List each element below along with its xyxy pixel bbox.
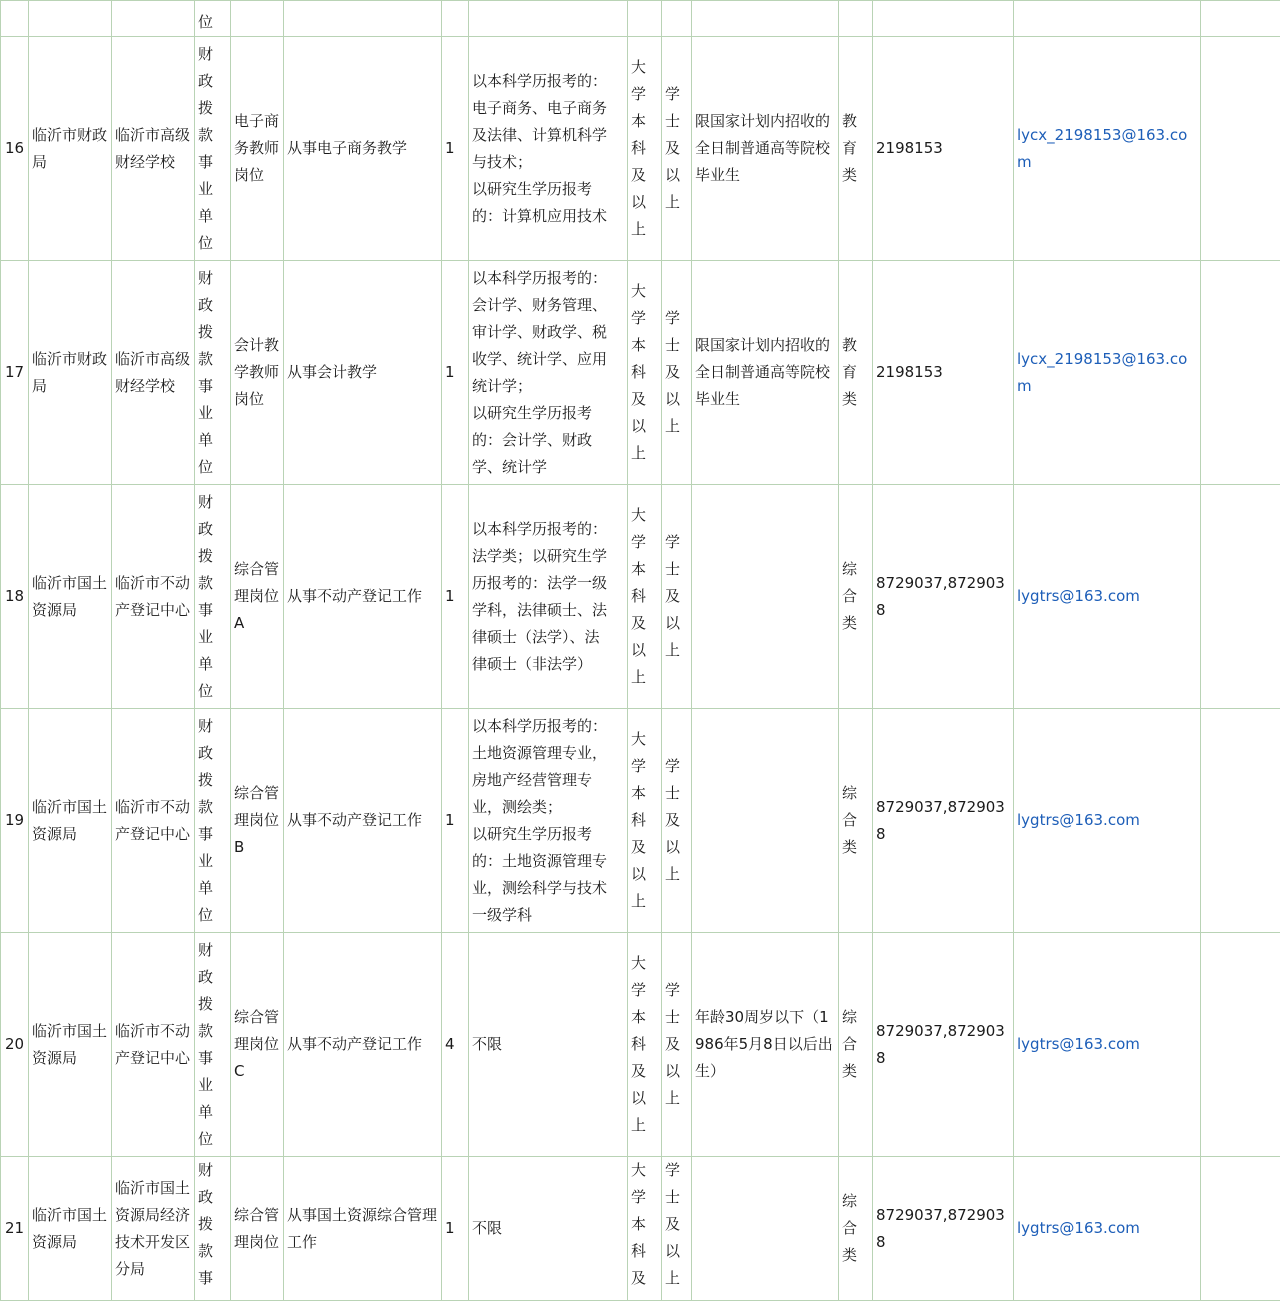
major-line: 一级学科	[472, 902, 624, 929]
cell-edu	[628, 485, 662, 709]
major-line: 收学、统计学、应用	[472, 346, 624, 373]
cell-unit-text: 临沂市高级财经学校	[115, 350, 190, 395]
cell-phone	[873, 709, 1014, 933]
cell-no-text: 18	[5, 587, 24, 605]
cell-dept	[29, 709, 112, 933]
major-line: 学、统计学	[472, 454, 624, 481]
cell-category-text: 教育类	[842, 108, 869, 189]
major-line: 及法律、计算机科学	[472, 122, 624, 149]
major-line: 以本科学历报考的：	[472, 713, 624, 740]
cell-no-text: 20	[5, 1035, 24, 1053]
cell-other	[692, 37, 839, 261]
cell-count-text: 4	[445, 1035, 455, 1053]
cell-degree	[662, 709, 692, 933]
cell-other	[692, 933, 839, 1157]
cell-count	[442, 37, 469, 261]
cell-phone-text: 8729037,8729038	[876, 1206, 1005, 1251]
cell-funding	[195, 709, 231, 933]
cell-major	[469, 1, 628, 37]
table-row	[1, 485, 1280, 709]
cell-degree	[662, 1157, 692, 1301]
cell-category-text: 综合类	[842, 556, 869, 637]
cell-no	[1, 709, 29, 933]
cell-degree-text: 学士及以上	[665, 1157, 688, 1292]
cell-count	[442, 933, 469, 1157]
cell-other	[692, 261, 839, 485]
major-line: 统计学；	[472, 373, 624, 400]
cell-duty	[284, 1157, 442, 1301]
cell-funding	[195, 37, 231, 261]
major-line: 业，测绘科学与技术	[472, 875, 624, 902]
major-line: 律硕士（法学）、法	[472, 624, 624, 651]
cell-email	[1014, 261, 1201, 485]
cell-funding-text: 财政拨款事业单位	[198, 937, 227, 1153]
cell-funding-text: 财政拨款事业单位	[198, 713, 227, 929]
cell-category	[839, 933, 873, 1157]
cell-no-text: 17	[5, 363, 24, 381]
cell-email	[1014, 1, 1201, 37]
cell-unit	[112, 1157, 195, 1301]
cell-other	[692, 1, 839, 37]
table-row	[1, 933, 1280, 1157]
cell-post	[231, 933, 284, 1157]
cell-edu	[628, 933, 662, 1157]
cell-other-text: 限国家计划内招收的全日制普通高等院校毕业生	[695, 336, 830, 408]
cell-no	[1, 1157, 29, 1301]
cell-funding	[195, 933, 231, 1157]
cell-degree-text: 学士及以上	[665, 753, 688, 888]
cell-note	[1201, 485, 1280, 709]
cell-unit	[112, 485, 195, 709]
cell-unit-text: 临沂市不动产登记中心	[115, 574, 190, 619]
cell-unit	[112, 261, 195, 485]
cell-count-text: 1	[445, 139, 455, 157]
cell-major	[469, 37, 628, 261]
cell-edu	[628, 37, 662, 261]
cell-note	[1201, 933, 1280, 1157]
cell-dept	[29, 1157, 112, 1301]
cell-major	[469, 709, 628, 933]
cell-phone	[873, 485, 1014, 709]
cell-post	[231, 709, 284, 933]
cell-duty	[284, 933, 442, 1157]
cell-duty-text: 从事会计教学	[287, 363, 377, 381]
cell-duty	[284, 485, 442, 709]
cell-count	[442, 1, 469, 37]
cell-funding-text: 财政拨款事业单位	[198, 489, 227, 705]
cell-category	[839, 261, 873, 485]
major-line: 以本科学历报考的：	[472, 68, 624, 95]
cell-no	[1, 485, 29, 709]
cell-major	[469, 933, 628, 1157]
table-body	[1, 1, 1280, 1301]
cell-edu-text: 大学本科及以上	[631, 278, 658, 467]
cell-unit-text: 临沂市不动产登记中心	[115, 1022, 190, 1067]
cell-edu-text: 大学本科及以上	[631, 502, 658, 691]
cell-email-text: lygtrs@163.com	[1017, 1035, 1140, 1053]
major-line: 的：会计学、财政	[472, 427, 624, 454]
cell-dept	[29, 933, 112, 1157]
major-line: 的：土地资源管理专	[472, 848, 624, 875]
cell-count-text: 1	[445, 363, 455, 381]
cell-category	[839, 485, 873, 709]
table-row	[1, 37, 1280, 261]
cell-phone-text: 8729037,8729038	[876, 1022, 1005, 1067]
major-line: 不限	[472, 1215, 624, 1242]
cell-degree	[662, 37, 692, 261]
cell-edu	[628, 261, 662, 485]
cell-email	[1014, 1157, 1201, 1301]
cell-count	[442, 261, 469, 485]
cell-other-text: 年龄30周岁以下（1986年5月8日以后出生）	[695, 1008, 833, 1080]
cell-duty	[284, 709, 442, 933]
cell-degree	[662, 485, 692, 709]
cell-count-text: 1	[445, 811, 455, 829]
cell-category	[839, 709, 873, 933]
major-line: 法学类；以研究生学	[472, 543, 624, 570]
table-row	[1, 261, 1280, 485]
cell-phone	[873, 261, 1014, 485]
cell-funding	[195, 485, 231, 709]
funding-tail: 位	[198, 9, 227, 36]
cell-category	[839, 37, 873, 261]
cell-duty-text: 从事电子商务教学	[287, 139, 407, 157]
cell-funding-text: 财政拨款事	[198, 1157, 227, 1292]
cell-no	[1, 37, 29, 261]
cell-phone	[873, 37, 1014, 261]
cell-duty-text: 从事国土资源综合管理工作	[287, 1206, 437, 1251]
cell-major	[469, 261, 628, 485]
cell-no-text: 21	[5, 1219, 24, 1237]
cell-degree-text: 学士及以上	[665, 305, 688, 440]
cell-phone-text: 8729037,8729038	[876, 798, 1005, 843]
cell-post-text: 综合管理岗位A	[234, 560, 279, 632]
cell-dept-text: 临沂市财政局	[32, 350, 107, 395]
cell-count-text: 1	[445, 1219, 455, 1237]
cell-email	[1014, 709, 1201, 933]
cell-unit	[112, 37, 195, 261]
cell-post	[231, 485, 284, 709]
cell-edu-text: 大学本科及以上	[631, 950, 658, 1139]
cell-edu	[628, 1157, 662, 1301]
cell-phone-text: 2198153	[876, 363, 943, 381]
cell-no-text: 19	[5, 811, 24, 829]
cell-funding	[195, 1, 231, 37]
cell-other-text: 限国家计划内招收的全日制普通高等院校毕业生	[695, 112, 830, 184]
table-row-partial	[1, 1, 1280, 37]
major-line: 审计学、财政学、税	[472, 319, 624, 346]
cell-note	[1201, 1157, 1280, 1301]
cell-dept-text: 临沂市国土资源局	[32, 798, 107, 843]
cell-funding-text: 财政拨款事业单位	[198, 41, 227, 257]
cell-phone	[873, 1, 1014, 37]
major-line: 业，测绘类；	[472, 794, 624, 821]
cell-unit	[112, 709, 195, 933]
cell-duty	[284, 1, 442, 37]
cell-degree	[662, 261, 692, 485]
cell-unit	[112, 933, 195, 1157]
cell-degree-text: 学士及以上	[665, 529, 688, 664]
cell-dept	[29, 485, 112, 709]
cell-other	[692, 485, 839, 709]
cell-count	[442, 1157, 469, 1301]
cell-category-text: 综合类	[842, 780, 869, 861]
major-line: 以研究生学历报考	[472, 821, 624, 848]
cell-funding-text: 财政拨款事业单位	[198, 265, 227, 481]
cell-post	[231, 261, 284, 485]
cell-note	[1201, 37, 1280, 261]
cell-post	[231, 1157, 284, 1301]
cell-email	[1014, 485, 1201, 709]
cell-dept-text: 临沂市国土资源局	[32, 1022, 107, 1067]
cell-dept-text: 临沂市国土资源局	[32, 574, 107, 619]
cell-dept	[29, 261, 112, 485]
cell-post	[231, 37, 284, 261]
cell-funding	[195, 1157, 231, 1301]
cell-unit	[112, 1, 195, 37]
cell-note	[1201, 709, 1280, 933]
cell-category-text: 教育类	[842, 332, 869, 413]
cell-edu-text: 大学本科及	[631, 1157, 658, 1292]
table-row	[1, 1157, 1280, 1301]
cell-duty-text: 从事不动产登记工作	[287, 587, 422, 605]
cell-post-text: 综合管理岗位	[234, 1206, 279, 1251]
cell-email-text: lygtrs@163.com	[1017, 1219, 1140, 1237]
cell-other	[692, 1157, 839, 1301]
cell-category	[839, 1157, 873, 1301]
cell-no	[1, 1, 29, 37]
cell-duty-text: 从事不动产登记工作	[287, 811, 422, 829]
cell-dept	[29, 1, 112, 37]
cell-duty-text: 从事不动产登记工作	[287, 1035, 422, 1053]
cell-edu-text: 大学本科及以上	[631, 54, 658, 243]
cell-major	[469, 1157, 628, 1301]
cell-phone	[873, 933, 1014, 1157]
cell-phone-text: 8729037,8729038	[876, 574, 1005, 619]
cell-no	[1, 261, 29, 485]
cell-post-text: 综合管理岗位B	[234, 784, 279, 856]
cell-email-text: lycx_2198153@163.com	[1017, 350, 1187, 395]
major-line: 土地资源管理专业，	[472, 740, 624, 767]
cell-category	[839, 1, 873, 37]
major-line: 的：计算机应用技术	[472, 203, 624, 230]
cell-note	[1201, 261, 1280, 485]
cell-degree	[662, 933, 692, 1157]
cell-post-text: 电子商务教师岗位	[234, 112, 279, 184]
cell-phone-text: 2198153	[876, 139, 943, 157]
cell-funding	[195, 261, 231, 485]
cell-edu	[628, 1, 662, 37]
cell-edu	[628, 709, 662, 933]
cell-email	[1014, 37, 1201, 261]
cell-dept-text: 临沂市财政局	[32, 126, 107, 171]
cell-degree-text: 学士及以上	[665, 81, 688, 216]
major-line: 以本科学历报考的：	[472, 265, 624, 292]
cell-unit-text: 临沂市高级财经学校	[115, 126, 190, 171]
cell-category-text: 综合类	[842, 1004, 869, 1085]
cell-major	[469, 485, 628, 709]
cell-duty	[284, 37, 442, 261]
major-line: 不限	[472, 1031, 624, 1058]
major-line: 会计学、财务管理、	[472, 292, 624, 319]
cell-degree-text: 学士及以上	[665, 977, 688, 1112]
major-line: 律硕士（非法学）	[472, 651, 624, 678]
cell-email-text: lycx_2198153@163.com	[1017, 126, 1187, 171]
major-line: 与技术；	[472, 149, 624, 176]
cell-unit-text: 临沂市不动产登记中心	[115, 798, 190, 843]
major-line: 以研究生学历报考	[472, 176, 624, 203]
cell-post-text: 综合管理岗位C	[234, 1008, 279, 1080]
cell-duty	[284, 261, 442, 485]
major-line: 以本科学历报考的：	[472, 516, 624, 543]
cell-degree	[662, 1, 692, 37]
major-line: 学科，法律硕士、法	[472, 597, 624, 624]
cell-count-text: 1	[445, 587, 455, 605]
cell-no	[1, 933, 29, 1157]
cell-no-text: 16	[5, 139, 24, 157]
cell-other	[692, 709, 839, 933]
cell-edu-text: 大学本科及以上	[631, 726, 658, 915]
cell-count	[442, 485, 469, 709]
cell-email-text: lygtrs@163.com	[1017, 587, 1140, 605]
cell-count	[442, 709, 469, 933]
cell-email	[1014, 933, 1201, 1157]
cell-dept	[29, 37, 112, 261]
major-line: 以研究生学历报考	[472, 400, 624, 427]
cell-note	[1201, 1, 1280, 37]
major-line: 历报考的：法学一级	[472, 570, 624, 597]
cell-post-text: 会计教学教师岗位	[234, 336, 279, 408]
table-row	[1, 709, 1280, 933]
major-line: 电子商务、电子商务	[472, 95, 624, 122]
cell-post	[231, 1, 284, 37]
cell-email-text: lygtrs@163.com	[1017, 811, 1140, 829]
cell-category-text: 综合类	[842, 1188, 869, 1269]
cell-unit-text: 临沂市国土资源局经济技术开发区分局	[115, 1179, 190, 1278]
cell-phone	[873, 1157, 1014, 1301]
cell-dept-text: 临沂市国土资源局	[32, 1206, 107, 1251]
major-line: 房地产经营管理专	[472, 767, 624, 794]
